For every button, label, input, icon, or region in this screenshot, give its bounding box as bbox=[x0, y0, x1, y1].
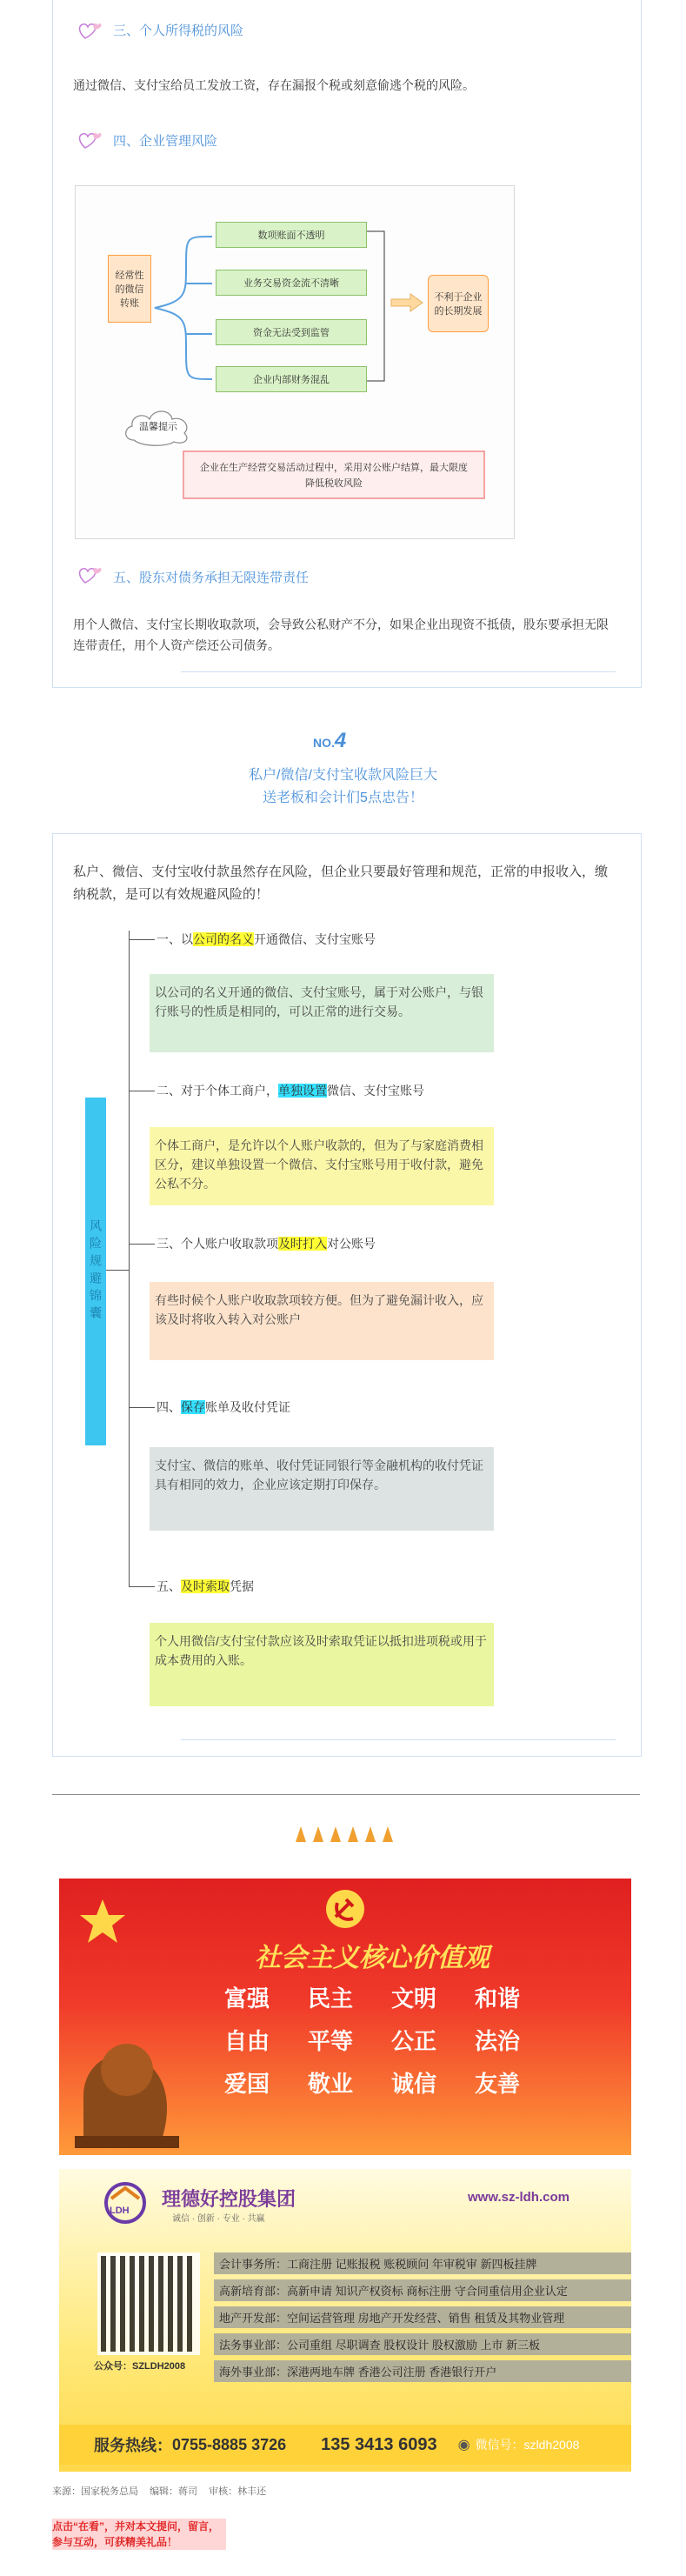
core-value: 公正 bbox=[390, 2028, 436, 2054]
flow-bracket-right bbox=[365, 228, 391, 384]
guide-item-post: 开通微信、支付宝账号 bbox=[254, 932, 376, 946]
flow-center-box: 经常性的微信转账 bbox=[108, 255, 151, 323]
service-list bbox=[214, 2252, 631, 2387]
guide-item-post: 对公账号 bbox=[327, 1237, 376, 1251]
heart-icon bbox=[77, 19, 106, 42]
divider bbox=[52, 1794, 640, 1795]
core-value: 平等 bbox=[307, 2028, 353, 2054]
flow-tip-label: 温馨提示 bbox=[139, 422, 177, 432]
guide-item-title bbox=[157, 1082, 424, 1099]
no4-badge bbox=[313, 729, 374, 755]
side-label bbox=[85, 1098, 106, 1445]
guide-branch bbox=[129, 1407, 155, 1408]
side-label-text: 风险规避锦囊 bbox=[89, 1219, 103, 1324]
core-values-grid bbox=[224, 1981, 520, 2099]
section4-title: 四、企业管理风险 bbox=[113, 134, 218, 149]
hotline-number: 0755-8885 3726 bbox=[172, 2435, 287, 2453]
wechat-icon: ◉ bbox=[457, 2438, 470, 2453]
guide-branch bbox=[129, 1244, 155, 1245]
footer-source: 来源：国家税务总局 bbox=[52, 2486, 138, 2497]
lion-statue-icon bbox=[66, 2018, 188, 2148]
guide-item-highlight: 公司的名义 bbox=[193, 932, 254, 946]
core-value: 法治 bbox=[474, 2028, 520, 2054]
divider bbox=[181, 1739, 616, 1740]
heart-icon bbox=[77, 564, 106, 586]
guide-item-highlight: 保存 bbox=[181, 1400, 205, 1414]
core-value: 文明 bbox=[390, 1985, 436, 2012]
no4-label: NO. bbox=[313, 736, 335, 750]
no4-line2: 送老板和会计们5点忠告！ bbox=[263, 791, 423, 805]
service-line: 法务事业部：公司重组 尽职调查 股权设计 股权激励 上市 新三板 bbox=[214, 2333, 631, 2355]
wechat-id: 微信号：szldh2008 bbox=[475, 2438, 580, 2452]
guide-branch bbox=[129, 1586, 155, 1587]
core-values-row bbox=[224, 2066, 520, 2099]
guide-item-pre: 四、 bbox=[157, 1400, 181, 1414]
company-logo-icon bbox=[99, 2181, 151, 2225]
company-url: www.sz-ldh.com bbox=[468, 2190, 569, 2205]
company-ad-banner bbox=[59, 2169, 631, 2472]
guide-item-title bbox=[157, 931, 376, 948]
guide-item-highlight: 单独设置 bbox=[278, 1084, 327, 1098]
core-values-row bbox=[224, 2024, 520, 2056]
company-logo-text: LDH bbox=[110, 2206, 130, 2216]
guide-item-highlight: 及时打入 bbox=[278, 1237, 327, 1251]
footer-cta[interactable]: 点击“在看”，并对本文提问，留言，参与互动，可获精美礼品！ bbox=[52, 2519, 226, 2550]
no4-number: 4 bbox=[334, 729, 347, 752]
core-value: 敬业 bbox=[307, 2071, 353, 2097]
service-line: 海外事业部：深港两地车牌 香港公司注册 香港银行开户 bbox=[214, 2360, 631, 2382]
guide-item-desc: 个体工商户，是允许以个人账户收款的，但为了与家庭消费相区分，建议单独设置一个微信、支付宝账号用于收付款，避免公私不分。 bbox=[150, 1127, 494, 1205]
qr-caption: 公众号：SZLDH2008 bbox=[94, 2361, 186, 2372]
flow-item: 业务交易资金流不清晰 bbox=[216, 270, 367, 296]
core-value: 爱国 bbox=[224, 2071, 270, 2097]
guide-item-pre: 五、 bbox=[157, 1579, 181, 1593]
no4-line1: 私户/微信/支付宝收款风险巨大 bbox=[249, 768, 437, 783]
guide-item-post: 凭据 bbox=[230, 1579, 254, 1593]
guide-item-title bbox=[157, 1578, 254, 1595]
hotline-label: 服务热线： bbox=[94, 2437, 172, 2454]
footer-editor: 编辑：蒋司 bbox=[150, 2486, 198, 2497]
company-slogan: 诚信 · 创新 · 专业 · 共赢 bbox=[172, 2214, 265, 2224]
footer-meta bbox=[52, 2484, 266, 2498]
section5-text: 用个人微信、支付宝长期收取款项，会导致公私财产不分，如果企业出现资不抵债，股东要承担无限连带责任，用个人资产偿还公司债务。 bbox=[73, 617, 609, 652]
flow-tip-box: 企业在生产经营交易活动过程中，采用对公账户结算，最大限度降低税收风险 bbox=[183, 450, 485, 499]
arrow-right-icon bbox=[390, 292, 424, 313]
core-value: 和谐 bbox=[474, 1985, 520, 2012]
core-values-banner bbox=[59, 1879, 631, 2155]
guide-item-pre: 一、以 bbox=[157, 932, 193, 946]
intro-text: 私户、微信、支付宝收付款虽然存在风险，但企业只要最好管理和规范，正常的申报收入，缴纳税款，是可以有效规避风险的！ bbox=[73, 864, 609, 902]
core-value: 民主 bbox=[307, 1985, 353, 2012]
heart-icon bbox=[77, 129, 106, 151]
star-icon bbox=[77, 1896, 129, 1948]
footer-reviewer: 审核：林丰还 bbox=[209, 2486, 267, 2497]
core-value: 富强 bbox=[224, 1985, 270, 2012]
core-values-title: 社会主义核心价值观 bbox=[255, 1944, 490, 1972]
flow-item: 企业内部财务混乱 bbox=[216, 366, 367, 392]
flow-item: 数项账面不透明 bbox=[216, 222, 367, 248]
guide-item-title bbox=[157, 1235, 376, 1252]
section5-title: 五、股东对债务承担无限连带责任 bbox=[113, 571, 310, 585]
guide-item-post: 账单及收付凭证 bbox=[205, 1400, 290, 1414]
guide-item-desc: 有些时候个人账户收取款项较方便。但为了避免漏计收入，应该及时将收入转入对公账户 bbox=[150, 1282, 494, 1360]
decoration-icon bbox=[290, 1821, 398, 1847]
guide-item-pre: 三、个人账户收取款项 bbox=[157, 1237, 278, 1251]
section3-title: 三、个人所得税的风险 bbox=[113, 23, 244, 38]
guide-item-highlight: 及时索取 bbox=[181, 1579, 230, 1593]
mobile-number: 135 3413 6093 bbox=[321, 2434, 437, 2454]
section3-text: 通过微信、支付宝给员工发放工资，存在漏报个税或刻意偷逃个税的风险。 bbox=[73, 78, 475, 92]
guide-item-desc: 以公司的名义开通的微信、支付宝账号，属于对公账户，与银行账号的性质是相同的，可以正常的进行交易。 bbox=[150, 974, 494, 1052]
flow-result-box: 不利于企业的长期发展 bbox=[428, 275, 489, 332]
service-line: 会计事务所：工商注册 记账报税 账税顾问 年审税审 新四板挂牌 bbox=[214, 2252, 631, 2274]
company-name: 理德好控股集团 bbox=[162, 2188, 296, 2210]
guide-item-desc: 支付宝、微信的账单、收付凭证同银行等金融机构的收付凭证具有相同的效力，企业应该定期打印保存。 bbox=[150, 1447, 494, 1531]
hotline-bar bbox=[59, 2425, 631, 2465]
qr-code bbox=[97, 2252, 200, 2355]
side-connector bbox=[106, 1270, 129, 1271]
guide-item-pre: 二、对于个体工商户， bbox=[157, 1084, 278, 1098]
service-line: 地产开发部：空间运营管理 房地产开发经营、销售 租赁及其物业管理 bbox=[214, 2306, 631, 2328]
flow-item: 资金无法受到监管 bbox=[216, 319, 367, 345]
service-line: 高新培育部：高新申请 知识产权资标 商标注册 守合同重信用企业认定 bbox=[214, 2279, 631, 2301]
divider bbox=[181, 671, 616, 672]
hammer-sickle-icon bbox=[323, 1887, 367, 1931]
guide-item-title bbox=[157, 1398, 290, 1416]
guide-tree-line bbox=[129, 931, 130, 1587]
core-values-row bbox=[224, 1981, 520, 2013]
core-value: 友善 bbox=[474, 2071, 520, 2097]
core-value: 诚信 bbox=[390, 2071, 436, 2097]
guide-item-desc: 个人用微信/支付宝付款应该及时索取凭证以抵扣进项税或用于成本费用的入账。 bbox=[150, 1623, 494, 1706]
guide-branch bbox=[129, 939, 155, 940]
core-value: 自由 bbox=[224, 2028, 270, 2054]
flow-brace bbox=[151, 233, 217, 383]
guide-item-post: 微信、支付宝账号 bbox=[327, 1084, 424, 1098]
